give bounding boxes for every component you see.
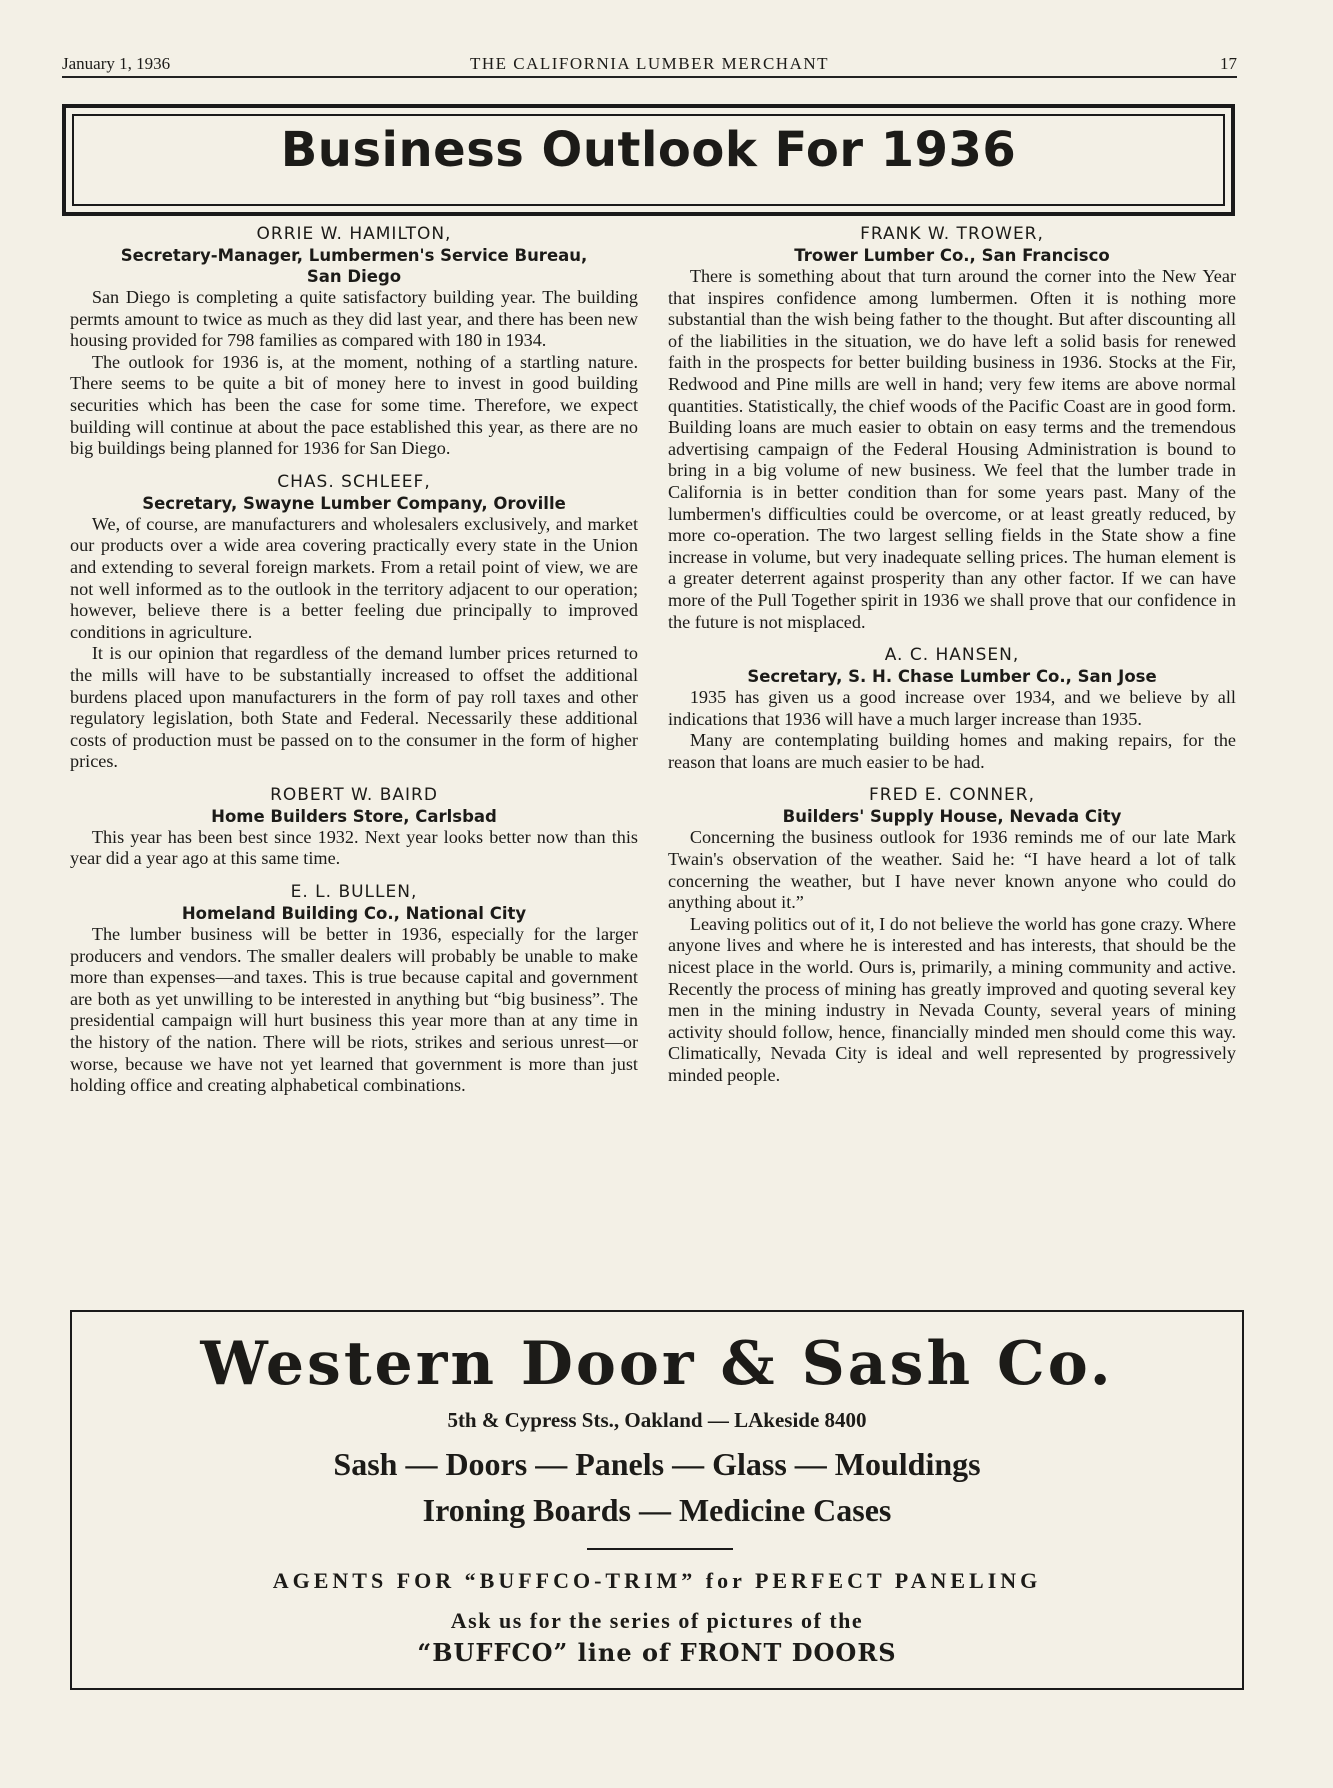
statement-section [70,882,638,1097]
statement-section [70,785,638,870]
advertisement-western-door [70,1310,1244,1690]
statement-paragraph: This year has been best since 1932. Next year looks better now than this year did a year ago at this same time. [70,826,638,869]
statement-section [70,472,638,773]
contributor-name: FRED E. CONNER, [868,785,1036,806]
ad-address: 5th & Cypress Sts., Oakland — LAkeside 8400 [447,1408,867,1432]
section-gap [70,870,638,882]
left-column [70,224,638,1097]
statement-paragraph: 1935 has given us a good increase over 1934, and we believe by all indications that 1936 will have a much larger increase than 1935. [668,687,1236,729]
ad-company-name: Western Door & Sash Co. [200,1329,1114,1399]
section-gap [70,773,638,785]
contributor-affiliation: Trower Lumber Co., San Francisco [794,246,1110,265]
issue-date: January 1, 1936 [62,54,171,73]
title-banner [62,104,1235,216]
ad-ask-line: Ask us for the series of pictures of the [450,1608,864,1633]
section-gap [70,460,638,472]
contributor-affiliation: Home Builders Store, Carlsbad [211,806,497,826]
right-column [668,224,1236,1087]
statement-section [668,645,1236,773]
ad-divider [587,1548,733,1550]
contributor-name: ORRIE W. HAMILTON, [256,224,452,244]
ad-doors-line: “BUFFCO” line of FRONT DOORS [417,1638,897,1667]
contributor-name: FRANK W. TROWER, [860,224,1044,244]
contributor-affiliation: Builders' Supply House, Nevada City [782,807,1122,827]
section-gap [668,773,1236,785]
contributor-affiliation: Secretary, S. H. Chase Lumber Co., San Jose [747,667,1157,687]
statement-section [668,785,1236,1086]
statement-section [70,224,638,460]
page-number: 17 [1220,54,1237,73]
statement-paragraph: Leaving politics out of it, I do not believe the world has gone crazy. Where anyone lives and where he is interested and has interests, that should be the nicest place in the world. Ours is, primarily, a mining community and active. Recently the process of mining has greatly improved and quoting several key men in the mining industry in Nevada County, several years of mining activity should follow, hence, financially minded men should come this way. Climatically, Nevada City is ideal and well represented by progressively minded people. [668,913,1236,1085]
statement-paragraph: It is our opinion that regardless of the demand lumber prices returned to the mills will have to be substantially increased to offset the additional burdens placed upon manufacturers in the form of pay roll taxes and other regulatory legislation, both State and Federal. Necessarily these additional costs of production must be passed on to the consumer in the form of higher prices. [70,643,638,772]
section-gap [668,633,1236,645]
running-head [62,52,1237,78]
contributor-name: ROBERT W. BAIRD [270,784,438,805]
statement-section [668,224,1236,633]
contributor-affiliation: Secretary, Swayne Lumber Company, Oroville [142,493,566,513]
contributor-affiliation: Secretary-Manager, Lumbermen's Service Bureau, [120,246,588,265]
ad-products-line-2: Ironing Boards — Medicine Cases [422,1492,892,1528]
contributor-name: A. C. HANSEN, [884,645,1020,666]
article-title: Business Outlook For 1936 [280,122,1017,178]
contributor-name: CHAS. SCHLEEF, [277,471,431,492]
contributor-affiliation: Homeland Building Co., National City [181,904,527,924]
statement-paragraph: Concerning the business outlook for 1936 reminds me of our late Mark Twain's observation of the weather. Said he: “I have heard a lot of talk concerning the weather, but I have never known anyone who could do anything about it.” [668,827,1236,913]
ad-products-line-1: Sash — Doors — Panels — Glass — Mouldings [333,1446,981,1482]
statement-paragraph: The lumber business will be better in 1936, especially for the larger producers and vendors. The smaller dealers will probably be unable to make more than expenses—and taxes. This is true because capital and government are both as yet unwilling to be interested in anything but “big business”. The presidential campaign will hurt business this year more than at any time in the history of the nation. There will be riots, strikes and serious unrest—or worse, because we have not yet learned that government is more than just holding office and creating alphabetical combinations. [70,924,638,1096]
publication-name: THE CALIFORNIA LUMBER MERCHANT [469,54,830,73]
statement-paragraph: Many are contemplating building homes and making repairs, for the reason that loans are much easier to be had. [668,730,1236,772]
ad-agents-line: AGENTS FOR “BUFFCO-TRIM” for PERFECT PANELING [272,1568,1042,1593]
statement-paragraph: There is something about that turn around the corner into the New Year that inspires confidence among lumbermen. Often it is nothing more substantial than the wish being father to the thought. But after discounting all of the liabilities in the situation, we do have left a solid basis for renewed faith in the prospects for better building business in 1936. Stocks at the Fir, Redwood and Pine mills are well in hand; very few items are above normal quantities. Statistically, the chief woods of the Pacific Coast are in good form. Building loans are much easier to obtain on easy terms and the tremendous advertising campaign of the Federal Housing Administration is bound to bring in a big volume of new business. We feel that the lumber trade in California is in better condition than for some years past. Many of the lumbermen's difficulties could be overcome, or at least greatly reduced, by more co-operation. The two largest selling fields in the State show a fine increase in volume, but very inadequate selling prices. The human element is a greater deterrent against prosperity than any other factor. If we can have more of the Pull Together spirit in 1936 we shall prove that our confidence in the future is not misplaced. [668,266,1236,632]
statement-paragraph: The outlook for 1936 is, at the moment, nothing of a startling nature. There seems to be quite a bit of money here to invest in good building securities which has been the case for some time. Therefore, we expect building will continue at about the pace established this year, as there are no big buildings being planned for 1936 for San Diego. [70,351,638,459]
contributor-affiliation: San Diego [306,267,402,286]
statement-paragraph: We, of course, are manufacturers and wholesalers exclusively, and market our products over a wide area covering practically every state in the Union and extending to several foreign markets. From a retail point of view, we are not well informed as to the outlook in the territory adjacent to our operation; however, believe there is a better feeling due principally to improved conditions in agriculture. [70,513,638,642]
statement-paragraph: San Diego is completing a quite satisfactory building year. The building permts amount to twice as much as they did last year, and there has been new housing provided for 798 families as compared with 180 in 1934. [70,287,638,351]
contributor-name: E. L. BULLEN, [290,882,418,903]
